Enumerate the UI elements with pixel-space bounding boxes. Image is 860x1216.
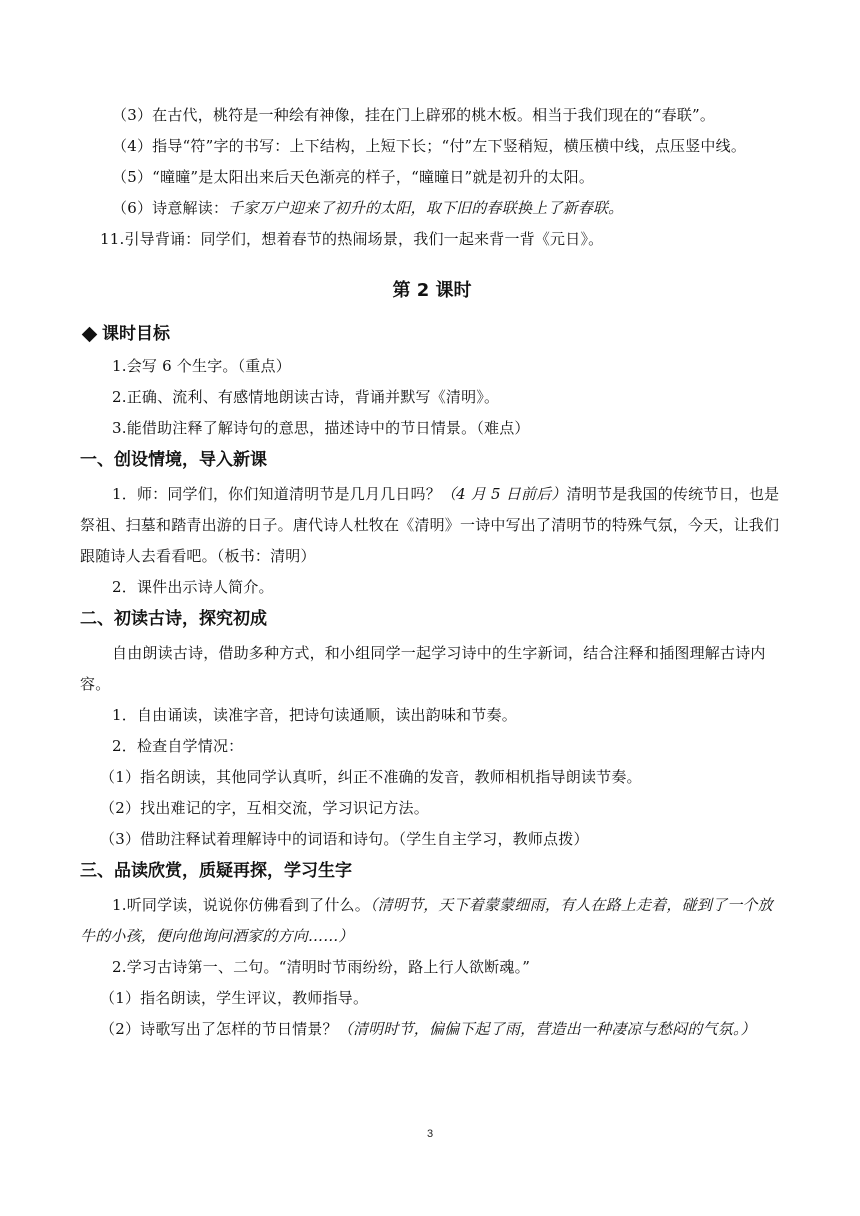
section3-p4-answer: （清明时节，偏偏下起了雨，营造出一种凄凉与愁闷的气氛。） [337, 1020, 756, 1038]
diamond-bullet-icon [82, 326, 98, 342]
paragraph-poem-meaning [80, 193, 784, 224]
section3-p4-question: （2）诗歌写出了怎样的节日情景？ [100, 1020, 338, 1038]
objective-item: 1.会写 6 个生字。（重点） [112, 357, 291, 375]
objectives-title: 课时目标 [102, 324, 170, 344]
section2-paragraph-5: （2）找出难记的字，互相交流，学习识记方法。 [100, 799, 429, 817]
page-content [80, 100, 784, 1045]
objective-item: 2.正确、流利、有感情地朗读古诗，背诵并默写《清明》。 [112, 388, 500, 406]
section3-paragraph-3: （1）指名朗读，学生评议，教师指导。 [100, 989, 369, 1007]
poem-meaning-label: （6）诗意解读： [112, 199, 229, 217]
section-heading-2: 二、初读古诗，探究初成 [80, 609, 267, 629]
section3-p1-question: 1.听同学读，说说你仿佛看到了什么。 [112, 896, 370, 914]
section1-p1-question: 1．师：同学们，你们知道清明节是几月几日吗？ [112, 485, 441, 503]
section2-paragraph-3: 2．检查自学情况： [112, 737, 244, 755]
section2-paragraph-1: 自由朗读古诗，借助多种方式，和小组同学一起学习诗中的生字新词，结合注释和插图理解古诗内容。 [80, 644, 766, 693]
section3-paragraph-4 [80, 1014, 784, 1045]
paragraph-fu-writing: （4）指导“符”字的书写：上下结构，上短下长；“付”左下竖稍短，横压横中线，点压竖中线。 [112, 137, 747, 155]
objective-item: 3.能借助注释了解诗句的意思，描述诗中的节日情景。（难点） [112, 419, 530, 437]
section1-p1-rest: 清明节是我国的传统节日，也是祭祖、扫墓和踏青出游的日子。唐代诗人杜牧在《清明》一诗中写出了清明节的特殊气氛，今天，让我们跟随诗人去看看吧。（板书：清明） [80, 485, 780, 565]
poem-meaning-body: 千家万户迎来了初升的太阳，取下旧的春联换上了新春联。 [228, 199, 624, 217]
section-heading-3: 三、品读欣赏，质疑再探，学习生字 [80, 861, 352, 881]
section2-paragraph-4: （1）指名朗读，其他同学认真听，纠正不准确的发音，教师相机指导朗读节奏。 [100, 768, 642, 786]
objectives-heading [80, 319, 784, 349]
section1-p1-answer: （4 月 5 日前后） [440, 485, 567, 503]
section1-paragraph-1 [80, 479, 784, 572]
section1-paragraph-2: 2．课件出示诗人简介。 [112, 578, 274, 596]
section2-paragraph-2: 1．自由诵读，读准字音，把诗句读通顺，读出韵味和节奏。 [112, 706, 517, 724]
section2-paragraph-6: （3）借助注释试着理解诗中的词语和诗句。（学生自主学习，教师点拨） [100, 830, 589, 848]
paragraph-peach-charm: （3）在古代，桃符是一种绘有神像，挂在门上辟邪的桃木板。相当于我们现在的“春联”。 [112, 106, 716, 124]
paragraph-recitation: 11.引导背诵：同学们，想着春节的热闹场景，我们一起来背一背《元日》。 [100, 230, 604, 248]
section3-paragraph-1 [80, 890, 784, 952]
page-number: 3 [426, 1128, 434, 1140]
section3-p1-answer: （清明节，天下着蒙蒙细雨，有人在路上走着，碰到了一个放牛的小孩，便向他询问酒家的方向……） [80, 896, 773, 945]
lesson-title: 第 2 课时 [392, 280, 472, 301]
paragraph-tongtong: （5）“曈曈”是太阳出来后天色渐亮的样子，“曈曈日”就是初升的太阳。 [112, 168, 595, 186]
section-heading-1: 一、创设情境，导入新课 [80, 450, 267, 470]
section3-paragraph-2: 2.学习古诗第一、二句。“清明时节雨纷纷，路上行人欲断魂。” [112, 958, 531, 976]
